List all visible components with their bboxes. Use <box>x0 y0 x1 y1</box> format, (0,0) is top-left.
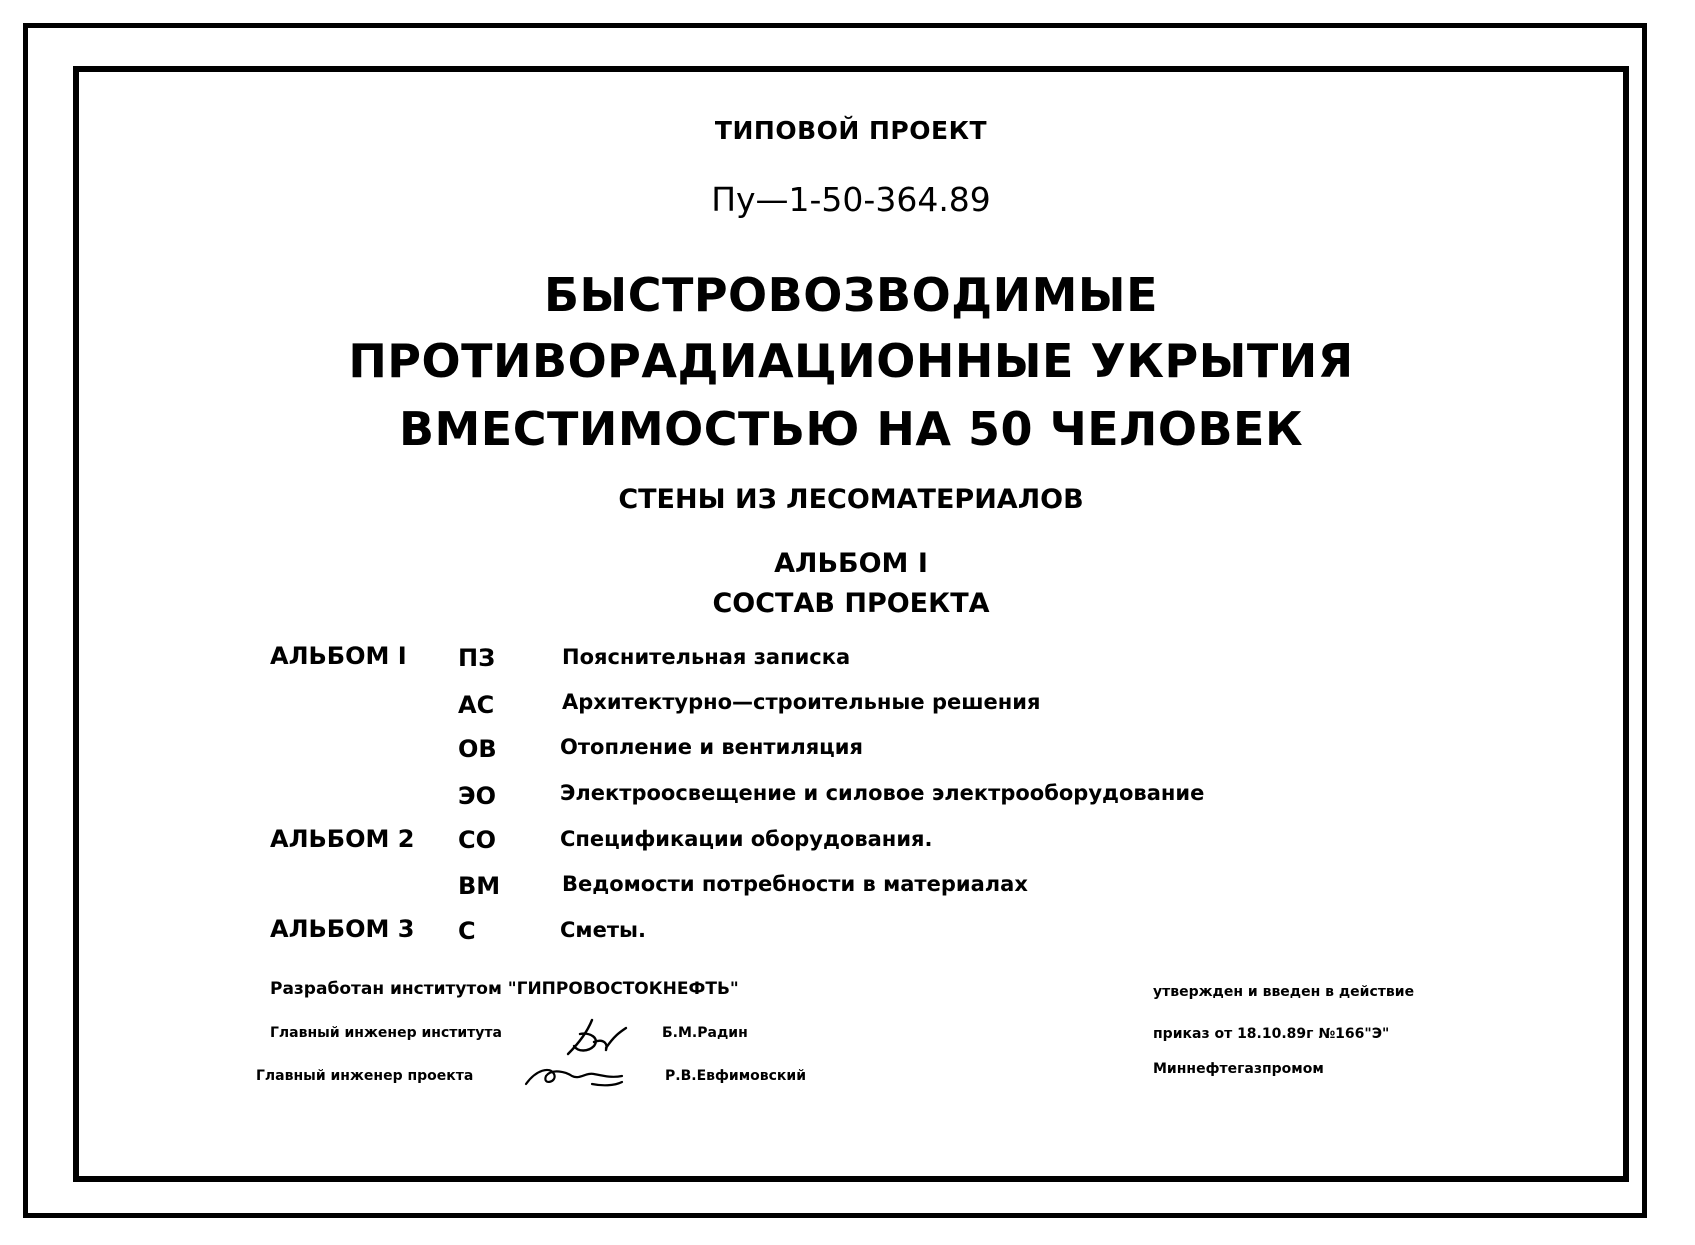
row-description: Отопление и вентиляция <box>560 735 863 759</box>
chief-engineer-institute-name: Б.М.Радин <box>662 1025 748 1041</box>
title-line-2: ПРОТИВОРАДИАЦИОННЫЕ УКРЫТИЯ <box>348 334 1354 388</box>
row-description: Пояснительная записка <box>562 645 851 669</box>
row-code: СО <box>458 826 497 854</box>
row-description: Электроосвещение и силовое электрооборудование <box>560 781 1205 805</box>
row-code: АС <box>458 691 495 719</box>
inner-frame <box>73 66 1629 1182</box>
project-type-label: ТИПОВОЙ ПРОЕКТ <box>714 116 988 145</box>
chief-engineer-institute-label: Главный инженер института <box>270 1025 502 1041</box>
row-description: Ведомости потребности в материалах <box>562 872 1028 896</box>
approved-line-3: Миннефтегазпромом <box>1153 1061 1324 1077</box>
row-code: ПЗ <box>458 644 496 672</box>
row-code: ОВ <box>458 735 497 763</box>
row-code: ВМ <box>458 872 501 900</box>
title-line-3: ВМЕСТИМОСТЬЮ НА 50 ЧЕЛОВЕК <box>398 402 1304 456</box>
row-code: С <box>458 917 476 945</box>
chief-engineer-project-name: Р.В.Евфимовский <box>665 1068 807 1084</box>
row-description: Архитектурно—строительные решения <box>562 690 1041 714</box>
signature-evfimovsky-image <box>522 1058 627 1090</box>
row-album: АЛЬБОМ 2 <box>270 825 415 853</box>
title-line-1: БЫСТРОВОЗВОДИМЫЕ <box>543 268 1159 322</box>
subtitle: СТЕНЫ ИЗ ЛЕСОМАТЕРИАЛОВ <box>618 484 1084 515</box>
row-code: ЭО <box>458 782 497 810</box>
row-album: АЛЬБОМ I <box>270 642 407 670</box>
row-description: Сметы. <box>560 918 646 942</box>
approved-line-2: приказ от 18.10.89г №166"Э" <box>1153 1026 1390 1042</box>
chief-engineer-project-label: Главный инженер проекта <box>256 1068 474 1084</box>
signature-radin-image <box>560 1012 630 1062</box>
approved-line-1: утвержден и введен в действие <box>1153 984 1415 1000</box>
developed-by: Разработан институтом "ГИПРОВОСТОКНЕФТЬ" <box>270 979 739 999</box>
album-heading: АЛЬБОМ I <box>774 548 928 579</box>
row-description: Спецификации оборудования. <box>560 827 933 851</box>
project-code: Пу—1-50-364.89 <box>711 180 991 219</box>
row-album: АЛЬБОМ 3 <box>270 915 415 943</box>
composition-heading: СОСТАВ ПРОЕКТА <box>712 588 990 619</box>
